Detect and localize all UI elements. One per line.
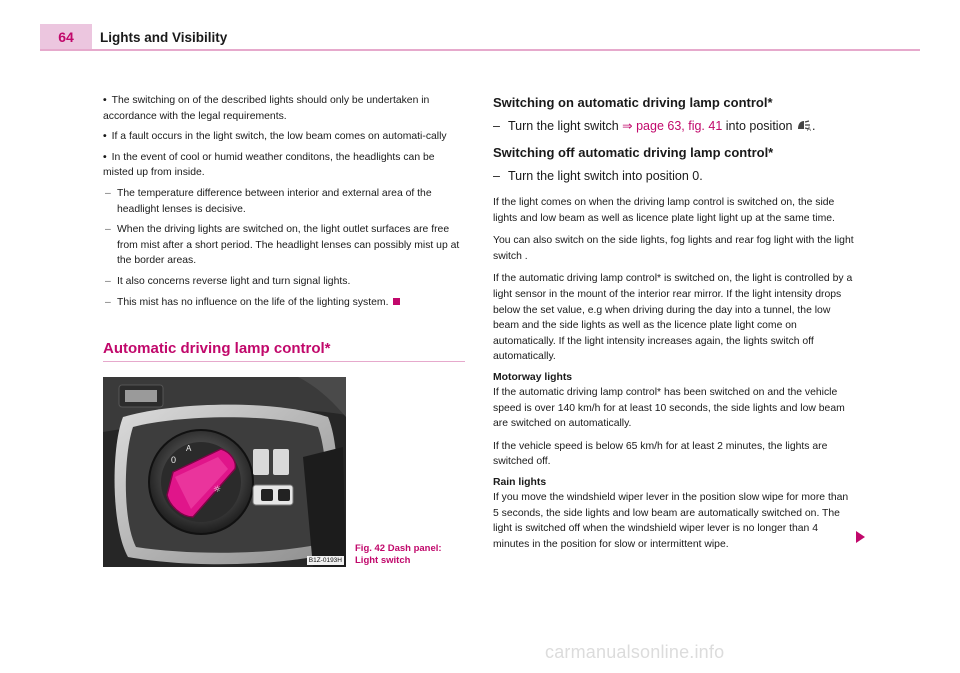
right-column [493, 95, 855, 559]
paragraph: If you move the windshield wiper lever in the position slow wipe for more than 5 seconds, the side lights and low beam are automatically switched on. The light is switched off when the windshield wiper lever is no longer than 4 minutes in the position for slow or intermittent wipe. [493, 491, 849, 550]
sub-item: – When the driving lights are switched on, the light outlet surfaces are free from mist after a short period. The headlight lenses can possibly mist up at the border areas. [105, 224, 460, 267]
section-title: Automatic driving lamp control* [103, 340, 465, 362]
light-switch-photo [103, 377, 346, 567]
continue-arrow-icon [856, 531, 865, 543]
step-switch-on: – Turn the light switch ⇒ page 63, fig. 41 into position A . [493, 119, 816, 133]
bullet-item: • In the event of cool or humid weather conditons, the headlights can be misted up from inside. [103, 151, 435, 179]
section-end-marker [393, 298, 400, 305]
rear-fog-button [273, 449, 289, 475]
watermark: carmanualsonline.info [545, 642, 725, 662]
sub-item: – This mist has no influence on the life of the lighting system. [103, 295, 465, 311]
page-number: 64 [40, 24, 92, 50]
switch-auto-label: A [186, 444, 192, 453]
figure-caption [355, 543, 465, 566]
paragraph: If the automatic driving lamp control* is switched on, the light is controlled by a light sensor in the mount of the interior rear mirror. If the light intensity drops below the set value, e.g when driving during the day into a tunnel, the low beam and the side lights as well as the licence plate light come on automatically. If the light intensity increases again, the lights switch off automatically. [493, 273, 853, 363]
caption-line: Fig. 42 Dash panel: [355, 543, 442, 554]
paragraph: If the vehicle speed is below 65 km/h for at least 2 minutes, the lights are switched off. [493, 440, 828, 468]
sun-icon: ☼ [213, 485, 222, 495]
sub-item: – It also concerns reverse light and turn signal lights. [105, 275, 351, 287]
paragraph: You can also switch on the side lights, fog lights and rear fog light with the light switch . [493, 235, 854, 262]
bullet-item: • If a fault occurs in the light switch, the low beam comes on automati-cally [103, 131, 447, 143]
header-divider [40, 49, 920, 51]
page-reference-link[interactable]: ⇒ page 63, fig. 41 [622, 119, 723, 133]
caption-line: Light switch [355, 554, 411, 566]
left-column [103, 93, 465, 362]
svg-text:A: A [806, 127, 811, 131]
page-header-title: Lights and Visibility [100, 30, 228, 45]
heading-switch-on: Switching on automatic driving lamp control* [493, 95, 773, 110]
motorway-lights-heading: Motorway lights [493, 371, 573, 383]
heading-switch-off: Switching off automatic driving lamp control* [493, 145, 774, 160]
auto-light-icon [796, 119, 812, 131]
figure-code: B1Z-0193H [308, 557, 342, 564]
dash-panel-illustration [103, 377, 346, 567]
paragraph: If the automatic driving lamp control* has been switched on and the vehicle speed is over 140 km/h for at least 10 seconds, the side lights and low beam are switched on automatically. [493, 386, 845, 430]
bullet-item: • The switching on of the described lights should only be undertaken in accordance with the legal requirements. [103, 95, 430, 122]
fog-light-button [253, 449, 269, 475]
paragraph: If the light comes on when the driving lamp control is switched on, the side lights and low beam as well as licence plate light light up at the same time. [493, 197, 835, 224]
step-switch-off: – Turn the light switch into position 0. [493, 169, 703, 183]
sub-item: – The temperature difference between interior and external area of the headlight lenses is decisive. [105, 187, 432, 215]
switch-position-0-label: 0 [171, 455, 177, 465]
rain-lights-heading: Rain lights [493, 476, 547, 488]
